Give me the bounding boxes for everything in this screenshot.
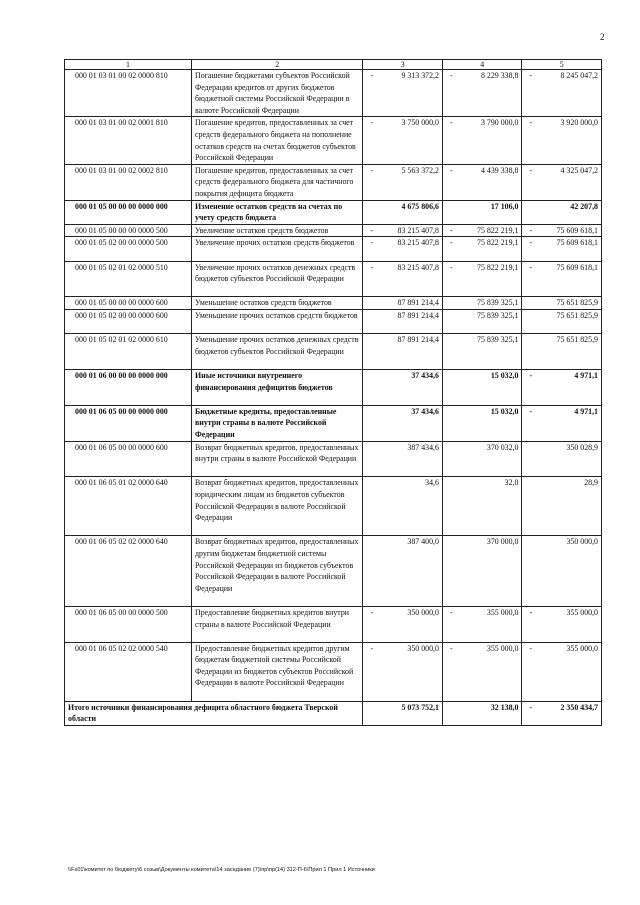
amount-value: 83 215 407,8	[397, 262, 439, 272]
minus-sign: -	[529, 225, 533, 235]
amount-cell-content	[446, 225, 519, 237]
amount-cell-content	[446, 370, 519, 382]
amount-value: 4 675 806,6	[401, 201, 439, 211]
source-name-cell: Возврат бюджетных кредитов, предоставленных юридическим лицам из бюджетов субъектов Российской Федерации в валюте Российской Федерации	[192, 477, 363, 536]
minus-sign: -	[449, 118, 453, 128]
source-name-cell: Предоставление бюджетных кредитов другим бюджетам бюджетной системы Российской Федерации из бюджетов субъектов Российской Федерации в валюте Российской Федерации	[192, 642, 363, 701]
minus-sign: -	[370, 607, 374, 617]
amount-year-2-cell	[442, 309, 522, 333]
minus-sign: -	[529, 370, 533, 380]
amount-value: 75 609 618,1	[556, 238, 598, 248]
amount-year-2-cell	[442, 237, 522, 261]
source-name-cell: Уменьшение прочих остатков денежных средств бюджетов субъектов Российской Федерации	[192, 334, 363, 370]
budget-code-cell: 000 01 06 05 00 00 0000 000	[65, 405, 192, 441]
amount-value: 4 971,1	[574, 406, 598, 416]
amount-value: 4 325 047,2	[560, 165, 598, 175]
amount-year-2-cell	[442, 369, 522, 405]
total-row	[65, 701, 602, 725]
minus-sign: -	[370, 118, 374, 128]
amount-cell-content	[446, 643, 519, 655]
amount-year-3-cell	[522, 405, 602, 441]
source-name-cell: Увеличение остатков средств бюджетов	[192, 224, 363, 237]
amount-cell-content	[366, 536, 439, 548]
amount-value: 37 434,6	[411, 370, 439, 380]
amount-value: 350 028,9	[566, 442, 598, 452]
table-row	[65, 70, 602, 117]
table-row	[65, 536, 602, 607]
amount-value: 5 563 372,2	[401, 165, 439, 175]
amount-cell-content	[366, 406, 439, 418]
minus-sign: -	[449, 165, 453, 175]
source-name-cell: Возврат бюджетных кредитов, предоставленных другим бюджетам бюджетной системы Российской Федерации из бюджетов субъектов Российской Федерации в валюте Российской Федерации	[192, 536, 363, 607]
amount-year-1-cell	[363, 200, 443, 224]
amount-cell-content	[446, 536, 519, 548]
budget-code-cell: 000 01 05 02 01 02 0000 610	[65, 334, 192, 370]
minus-sign: -	[529, 607, 533, 617]
amount-cell-content	[525, 165, 598, 177]
amount-value: 87 891 214,4	[397, 310, 439, 320]
amount-cell-content	[366, 370, 439, 382]
amount-cell-content	[525, 370, 598, 382]
amount-year-2-cell	[442, 164, 522, 200]
amount-value: 75 609 618,1	[556, 262, 598, 272]
source-name-cell: Увеличение прочих остатков средств бюджетов	[192, 237, 363, 261]
amount-year-3-cell	[522, 309, 602, 333]
table-row	[65, 405, 602, 441]
amount-cell-content	[366, 607, 439, 619]
file-path-footer: \\Fs01\комитет по бюджету\6 созыв\Документы комитета\14 заседание (7)\пр\пр(14) 312-П-6\Прил 1 Прил 1 Источники	[68, 867, 375, 873]
table-row	[65, 297, 602, 310]
amount-cell-content	[366, 477, 439, 489]
amount-year-3-cell	[522, 164, 602, 200]
amount-year-2-cell	[442, 117, 522, 164]
budget-code-cell: 000 01 05 02 00 00 0000 500	[65, 237, 192, 261]
source-name-cell: Уменьшение остатков средств бюджетов	[192, 297, 363, 310]
amount-cell-content	[446, 297, 519, 309]
amount-year-2-cell	[442, 261, 522, 297]
amount-value: 355 000,0	[486, 607, 519, 617]
source-name-cell: Иные источники внутреннего финансирования дефицитов бюджетов	[192, 369, 363, 405]
amount-value: 4 971,1	[574, 370, 598, 380]
minus-sign: -	[370, 165, 374, 175]
total-year-1-cell	[363, 701, 443, 725]
minus-sign: -	[529, 702, 533, 712]
budget-code-cell: 000 01 05 02 00 00 0000 600	[65, 309, 192, 333]
amount-value: 37 434,6	[411, 406, 439, 416]
amount-year-3-cell	[522, 224, 602, 237]
total-label: Итого источники финансирования дефицита областного бюджета Тверской области	[65, 701, 363, 725]
budget-code-cell: 000 01 05 00 00 00 0000 600	[65, 297, 192, 310]
source-name-cell: Возврат бюджетных кредитов, предоставленных внутри страны в валюте Российской Федерации	[192, 441, 363, 477]
amount-cell-content	[366, 310, 439, 322]
amount-year-2-cell	[442, 334, 522, 370]
amount-value: 32 138,0	[490, 702, 519, 712]
amount-year-3-cell	[522, 261, 602, 297]
amount-cell-content	[525, 117, 598, 129]
budget-code-cell: 000 01 03 01 00 02 0001 810	[65, 117, 192, 164]
amount-cell-content	[366, 702, 439, 714]
amount-cell-content	[446, 442, 519, 454]
amount-year-3-cell	[522, 606, 602, 642]
source-name-cell: Погашение кредитов, предоставленных за счет средств федерального бюджета для частичного покрытия дефицита бюджета	[192, 164, 363, 200]
source-name-cell: Предоставление бюджетных кредитов внутри страны в валюте Российской Федерации	[192, 606, 363, 642]
table-row	[65, 164, 602, 200]
budget-code-cell: 000 01 06 05 02 02 0000 540	[65, 642, 192, 701]
minus-sign: -	[529, 238, 533, 248]
amount-year-1-cell	[363, 117, 443, 164]
amount-year-1-cell	[363, 334, 443, 370]
amount-cell-content	[446, 702, 519, 714]
amount-cell-content	[366, 442, 439, 454]
amount-value: 32,0	[504, 478, 519, 488]
minus-sign: -	[529, 71, 533, 80]
amount-cell-content	[525, 702, 598, 714]
amount-year-2-cell	[442, 606, 522, 642]
amount-cell-content	[525, 442, 598, 454]
source-name-cell: Бюджетные кредиты, предоставленные внутри страны в валюте Российской Федерации	[192, 405, 363, 441]
amount-value: 350 000,0	[407, 607, 439, 617]
amount-year-1-cell	[363, 606, 443, 642]
amount-year-1-cell	[363, 477, 443, 536]
amount-cell-content	[525, 477, 598, 489]
amount-year-1-cell	[363, 237, 443, 261]
amount-year-3-cell	[522, 536, 602, 607]
amount-value: 75 822 219,1	[477, 262, 519, 272]
minus-sign: -	[449, 71, 453, 80]
budget-code-cell: 000 01 05 00 00 00 0000 000	[65, 200, 192, 224]
amount-cell-content	[446, 262, 519, 274]
amount-year-3-cell	[522, 200, 602, 224]
amount-year-3-cell	[522, 117, 602, 164]
budget-code-cell: 000 01 05 02 01 02 0000 510	[65, 261, 192, 297]
amount-year-2-cell	[442, 224, 522, 237]
column-header-2: 2	[192, 60, 363, 70]
budget-code-cell: 000 01 05 00 00 00 0000 500	[65, 224, 192, 237]
amount-cell-content	[446, 310, 519, 322]
amount-year-3-cell	[522, 297, 602, 310]
amount-year-3-cell	[522, 441, 602, 477]
amount-value: 75 839 325,1	[477, 298, 519, 308]
table-row	[65, 309, 602, 333]
amount-year-1-cell	[363, 441, 443, 477]
amount-cell-content	[525, 643, 598, 655]
column-header-5: 5	[522, 60, 602, 70]
amount-value: 8 245 047,2	[560, 71, 598, 80]
amount-cell-content	[446, 70, 519, 82]
budget-code-cell: 000 01 06 00 00 00 0000 000	[65, 369, 192, 405]
amount-value: 75 822 219,1	[477, 238, 519, 248]
amount-year-2-cell	[442, 477, 522, 536]
amount-cell-content	[446, 201, 519, 213]
amount-year-2-cell	[442, 297, 522, 310]
amount-cell-content	[366, 225, 439, 237]
amount-year-2-cell	[442, 200, 522, 224]
table-row	[65, 441, 602, 477]
amount-year-1-cell	[363, 261, 443, 297]
amount-value: 87 891 214,4	[397, 335, 439, 345]
amount-value: 3 750 000,0	[401, 118, 439, 128]
amount-year-3-cell	[522, 369, 602, 405]
minus-sign: -	[370, 225, 374, 235]
amount-year-1-cell	[363, 642, 443, 701]
source-name-cell: Изменение остатков средств на счетах по учету средств бюджета	[192, 200, 363, 224]
amount-cell-content	[525, 406, 598, 418]
column-header-1: 1	[65, 60, 192, 70]
amount-year-1-cell	[363, 369, 443, 405]
amount-cell-content	[446, 406, 519, 418]
amount-year-3-cell	[522, 70, 602, 117]
amount-cell-content	[446, 334, 519, 346]
amount-cell-content	[366, 201, 439, 213]
amount-value: 75 822 219,1	[477, 225, 519, 235]
budget-code-cell: 000 01 06 05 00 00 0000 500	[65, 606, 192, 642]
amount-value: 17 106,0	[490, 201, 519, 211]
minus-sign: -	[449, 607, 453, 617]
amount-value: 2 350 434,7	[560, 702, 598, 712]
amount-cell-content	[525, 607, 598, 619]
amount-year-1-cell	[363, 309, 443, 333]
financing-sources-table	[64, 59, 602, 726]
total-year-2-cell	[442, 701, 522, 725]
page-number: 2	[600, 32, 605, 42]
amount-year-1-cell	[363, 405, 443, 441]
amount-cell-content	[446, 117, 519, 129]
source-name-cell: Увеличение прочих остатков денежных средств бюджетов субъектов Российской Федерации	[192, 261, 363, 297]
amount-value: 350 000,0	[407, 643, 439, 653]
amount-cell-content	[525, 262, 598, 274]
amount-value: 355 000,0	[486, 643, 519, 653]
table-row	[65, 200, 602, 224]
budget-code-cell: 000 01 03 01 00 02 0002 810	[65, 164, 192, 200]
amount-cell-content	[446, 237, 519, 249]
budget-code-cell: 000 01 03 01 00 02 0000 810	[65, 70, 192, 117]
column-header-4: 4	[442, 60, 522, 70]
table-row	[65, 369, 602, 405]
budget-code-cell: 000 01 06 05 02 02 0000 640	[65, 536, 192, 607]
amount-value: 15 032,0	[490, 406, 519, 416]
minus-sign: -	[449, 643, 453, 653]
source-name-cell: Погашение кредитов, предоставленных за счет средств федерального бюджета на пополнение остатков средств на счетах бюджетов субъектов Российской Федерации	[192, 117, 363, 164]
amount-value: 83 215 407,8	[397, 238, 439, 248]
amount-value: 3 790 000,0	[480, 118, 519, 128]
table-row	[65, 237, 602, 261]
table-row	[65, 334, 602, 370]
minus-sign: -	[370, 238, 374, 248]
amount-year-2-cell	[442, 642, 522, 701]
table-row	[65, 261, 602, 297]
source-name-cell: Погашение бюджетами субъектов Российской Федерации кредитов от других бюджетов бюджетной системы Российской Федерации в валюте Российской Федерации	[192, 70, 363, 117]
amount-value: 9 313 372,2	[401, 71, 439, 80]
amount-value: 370 000,0	[486, 537, 519, 547]
amount-year-1-cell	[363, 70, 443, 117]
minus-sign: -	[370, 71, 374, 80]
table-row	[65, 224, 602, 237]
amount-cell-content	[446, 165, 519, 177]
amount-year-2-cell	[442, 405, 522, 441]
source-name-cell: Уменьшение прочих остатков средств бюджетов	[192, 309, 363, 333]
amount-value: 75 609 618,1	[556, 225, 598, 235]
amount-cell-content	[525, 225, 598, 237]
column-header-3: 3	[363, 60, 443, 70]
minus-sign: -	[529, 165, 533, 175]
amount-value: 8 229 338,8	[480, 71, 519, 80]
minus-sign: -	[529, 118, 533, 128]
amount-value: 370 032,0	[486, 442, 519, 452]
amount-value: 42 207,8	[570, 201, 598, 211]
minus-sign: -	[529, 643, 533, 653]
minus-sign: -	[529, 406, 533, 416]
amount-value: 350 000,0	[566, 537, 598, 547]
amount-value: 355 000,0	[566, 643, 598, 653]
amount-cell-content	[525, 310, 598, 322]
table-row	[65, 477, 602, 536]
minus-sign: -	[370, 643, 374, 653]
minus-sign: -	[449, 262, 453, 272]
amount-cell-content	[525, 237, 598, 249]
table-row	[65, 117, 602, 164]
amount-value: 87 891 214,4	[397, 298, 439, 308]
amount-cell-content	[366, 297, 439, 309]
amount-cell-content	[525, 334, 598, 346]
amount-year-2-cell	[442, 70, 522, 117]
amount-cell-content	[525, 297, 598, 309]
amount-year-3-cell	[522, 334, 602, 370]
amount-value: 5 073 752,1	[401, 702, 439, 712]
amount-value: 28,9	[584, 478, 598, 488]
minus-sign: -	[449, 225, 453, 235]
minus-sign: -	[370, 262, 374, 272]
amount-value: 83 215 407,8	[397, 225, 439, 235]
amount-cell-content	[525, 201, 598, 213]
amount-value: 4 439 338,8	[480, 165, 519, 175]
amount-year-1-cell	[363, 297, 443, 310]
amount-value: 355 000,0	[566, 607, 598, 617]
amount-year-3-cell	[522, 477, 602, 536]
amount-value: 75 651 825,9	[556, 298, 598, 308]
amount-value: 75 651 825,9	[556, 310, 598, 320]
budget-code-cell: 000 01 06 05 01 02 0000 640	[65, 477, 192, 536]
total-year-3-cell	[522, 701, 602, 725]
amount-year-3-cell	[522, 642, 602, 701]
amount-cell-content	[366, 334, 439, 346]
amount-value: 387 400,0	[407, 537, 439, 547]
amount-cell-content	[446, 607, 519, 619]
amount-cell-content	[366, 70, 439, 82]
amount-cell-content	[366, 117, 439, 129]
column-number-row	[65, 60, 602, 70]
budget-code-cell: 000 01 06 05 00 00 0000 600	[65, 441, 192, 477]
amount-cell-content	[366, 165, 439, 177]
amount-year-3-cell	[522, 237, 602, 261]
amount-cell-content	[366, 262, 439, 274]
amount-value: 387 434,6	[407, 442, 439, 452]
table-row	[65, 606, 602, 642]
table-body	[65, 70, 602, 726]
amount-value: 75 651 825,9	[556, 335, 598, 345]
amount-value: 75 839 325,1	[477, 310, 519, 320]
amount-cell-content	[366, 237, 439, 249]
amount-value: 75 839 325,1	[477, 335, 519, 345]
amount-year-2-cell	[442, 536, 522, 607]
minus-sign: -	[449, 238, 453, 248]
amount-value: 3 920 000,0	[560, 118, 598, 128]
table-row	[65, 642, 602, 701]
minus-sign: -	[529, 262, 533, 272]
amount-year-1-cell	[363, 164, 443, 200]
amount-year-2-cell	[442, 441, 522, 477]
amount-year-1-cell	[363, 536, 443, 607]
amount-year-1-cell	[363, 224, 443, 237]
amount-cell-content	[525, 70, 598, 82]
amount-value: 34,6	[425, 478, 439, 488]
amount-cell-content	[446, 477, 519, 489]
amount-cell-content	[366, 643, 439, 655]
amount-cell-content	[525, 536, 598, 548]
amount-value: 15 032,0	[490, 370, 519, 380]
